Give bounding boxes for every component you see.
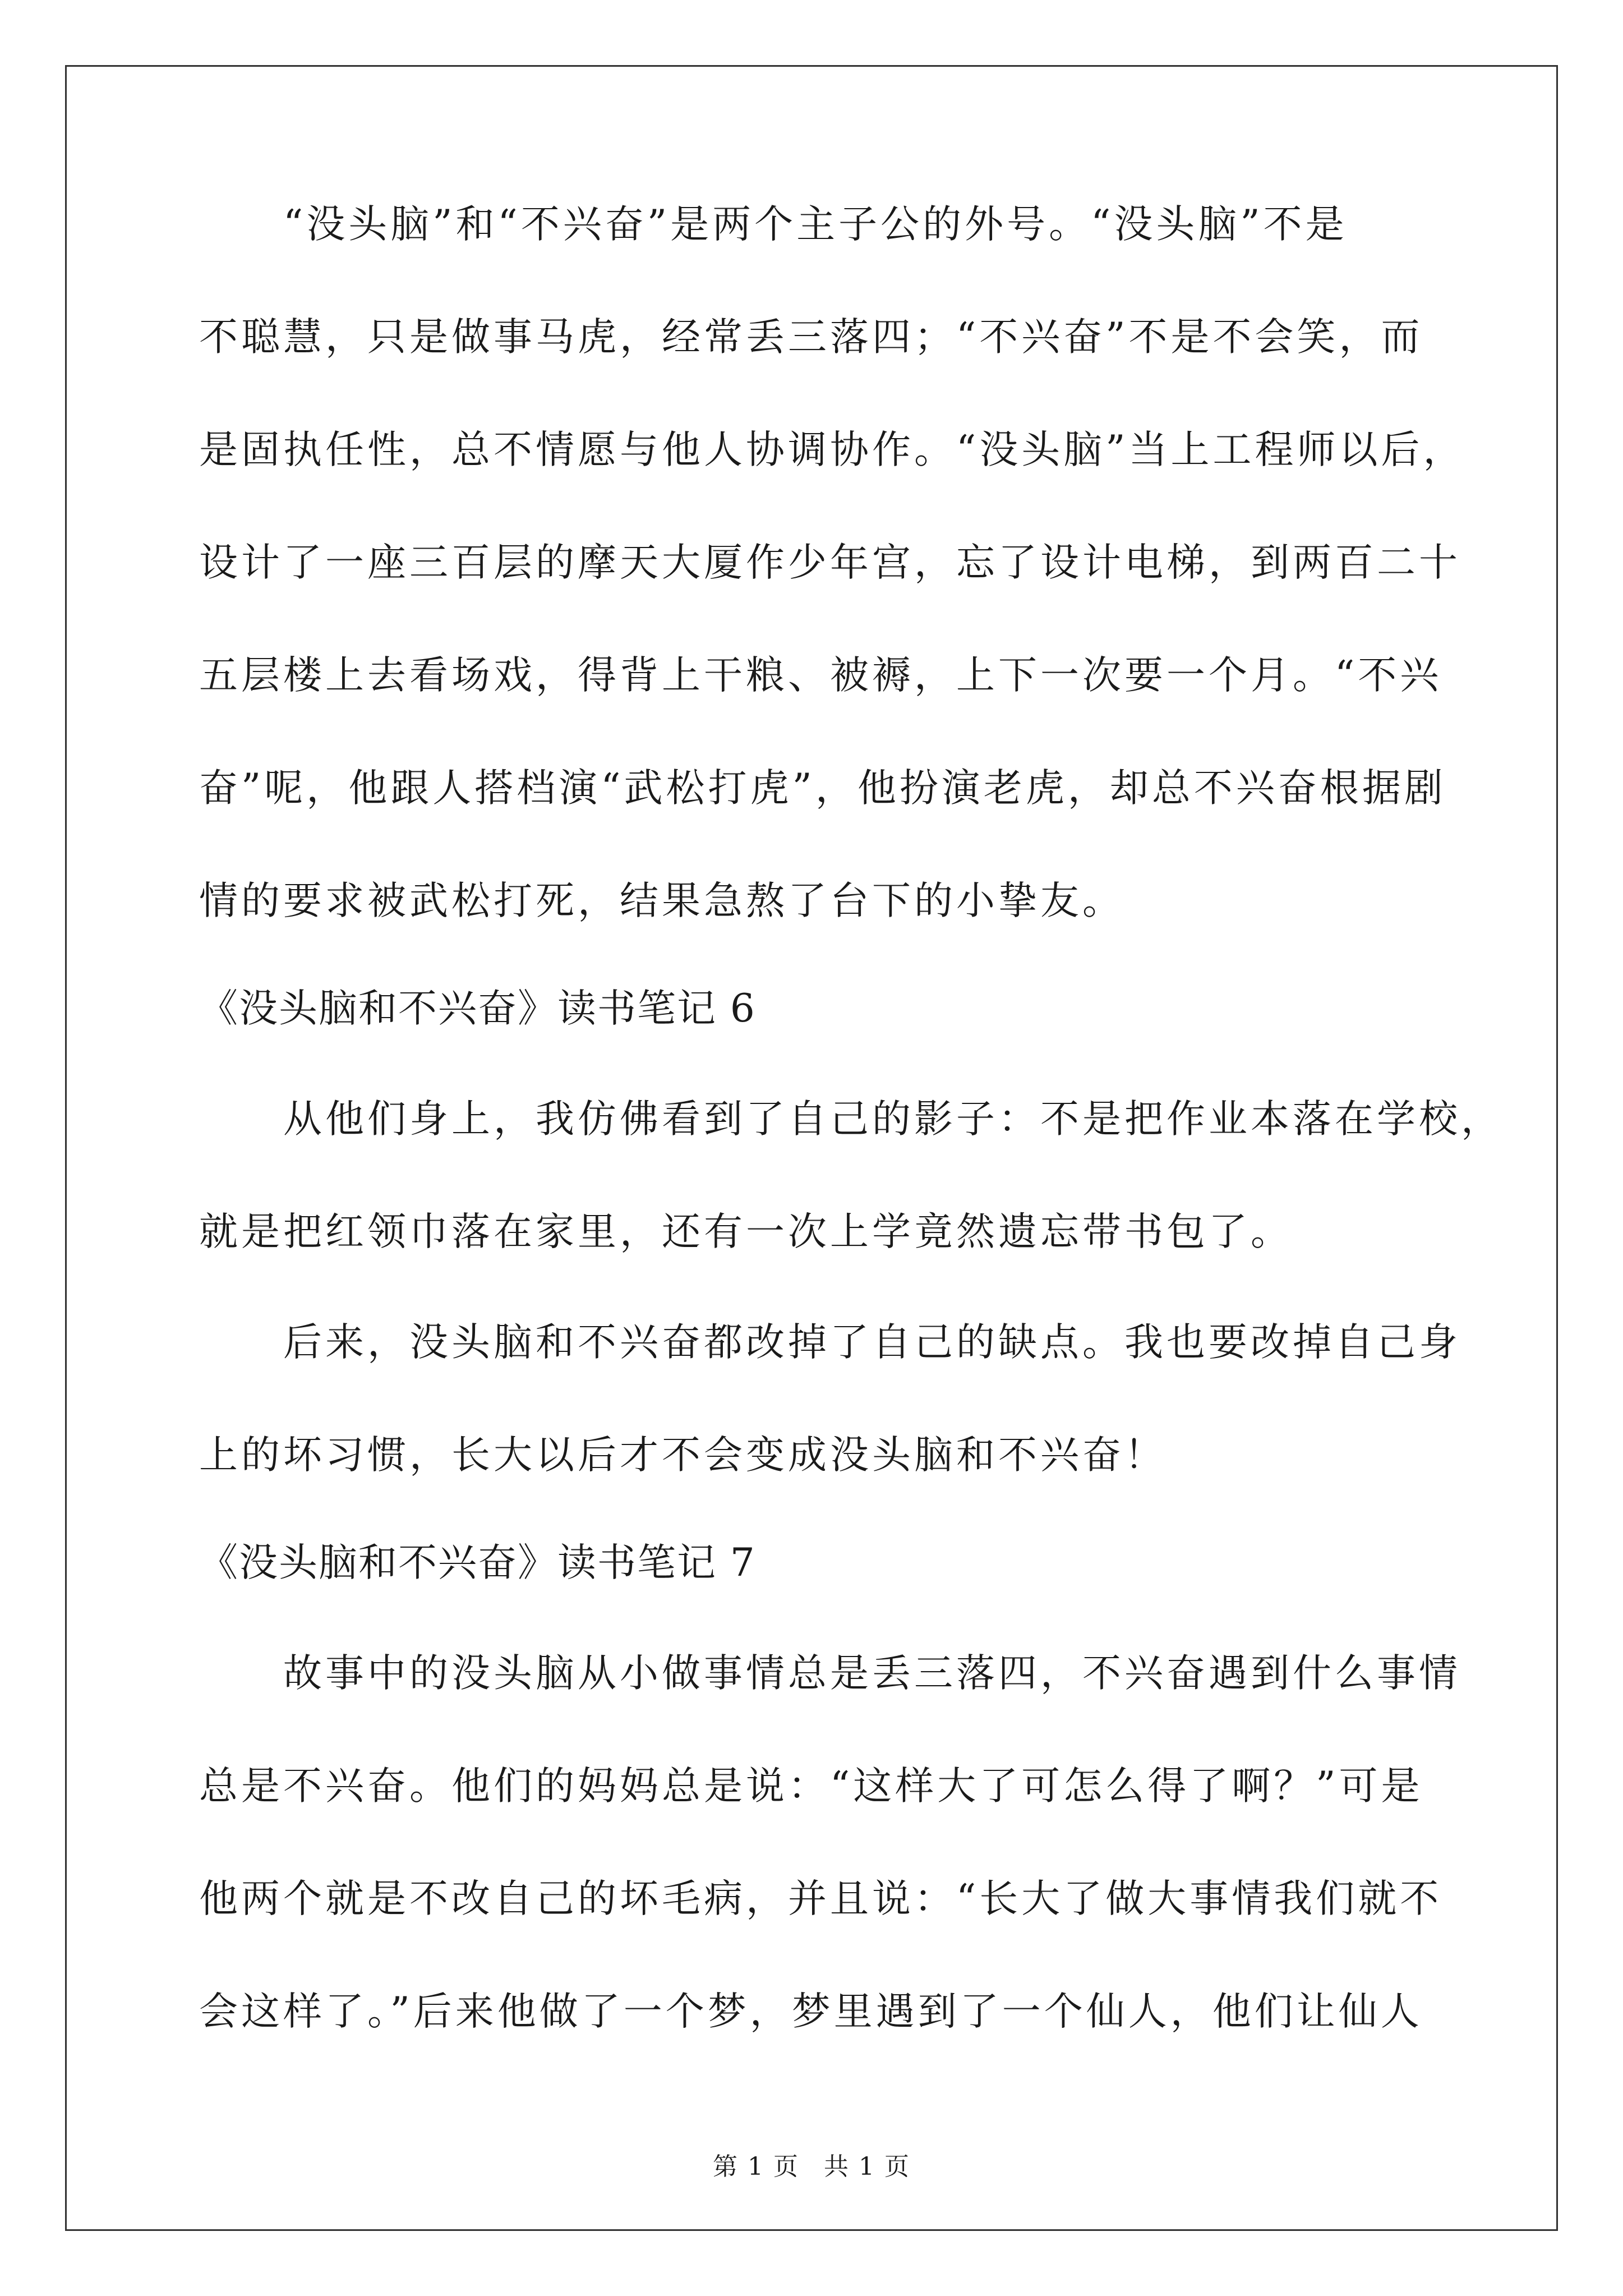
paragraph-4-line-3: 他两个就是不改自己的坏毛病，并且说：“长大了做大事情我们就不 [199,1876,1442,1921]
paragraph-2-line-1: 从他们身上，我仿佛看到了自己的影子：不是把作业本落在学校， [283,1097,1503,1142]
section-heading-6: 《没头脑和不兴奋》读书笔记 6 [199,986,756,1031]
paragraph-1-line-7: 情的要求被武松打死，结果急熬了台下的小挚友。 [199,878,1124,923]
paragraph-1-line-3: 是固执任性，总不情愿与他人协调协作。“没头脑”当上工程师以后， [199,427,1465,472]
paragraph-4-line-4: 会这样了。”后来他做了一个梦，梦里遇到了一个仙人，他们让仙人 [199,1989,1423,2034]
paragraph-2-line-2: 就是把红领巾落在家里，还有一次上学竟然遗忘带书包了。 [199,1209,1293,1254]
paragraph-1-line-6: 奋”呢，他跟人搭档演“武松打虎”，他扮演老虎，却总不兴奋根据剧 [199,766,1446,811]
paragraph-1-line-4: 设计了一座三百层的摩天大厦作少年宫，忘了设计电梯，到两百二十 [199,540,1461,585]
paragraph-1-line-5: 五层楼上去看场戏，得背上干粮、被褥，上下一次要一个月。“不兴 [199,653,1442,698]
paragraph-3-line-2: 上的坏习惯，长大以后才不会变成没头脑和不兴奋！ [199,1433,1166,1478]
paragraph-1-line-1: “没头脑”和“不兴奋”是两个主子公的外号。“没头脑”不是 [283,202,1348,247]
page-number-total: 共 1 页 [824,2152,910,2181]
paragraph-3-line-1: 后来，没头脑和不兴奋都改掉了自己的缺点。我也要改掉自己身 [283,1320,1461,1365]
paragraph-1-line-2: 不聪慧，只是做事马虎，经常丢三落四；“不兴奋”不是不会笑，而 [199,315,1423,360]
paragraph-4-line-2: 总是不兴奋。他们的妈妈总是说：“这样大了可怎么得了啊？”可是 [199,1764,1423,1809]
page-number-current: 第 1 页 [713,2152,799,2181]
section-heading-7: 《没头脑和不兴奋》读书笔记 7 [199,1540,756,1585]
paragraph-4-line-1: 故事中的没头脑从小做事情总是丢三落四，不兴奋遇到什么事情 [283,1651,1461,1696]
page-footer [0,2153,1623,2181]
